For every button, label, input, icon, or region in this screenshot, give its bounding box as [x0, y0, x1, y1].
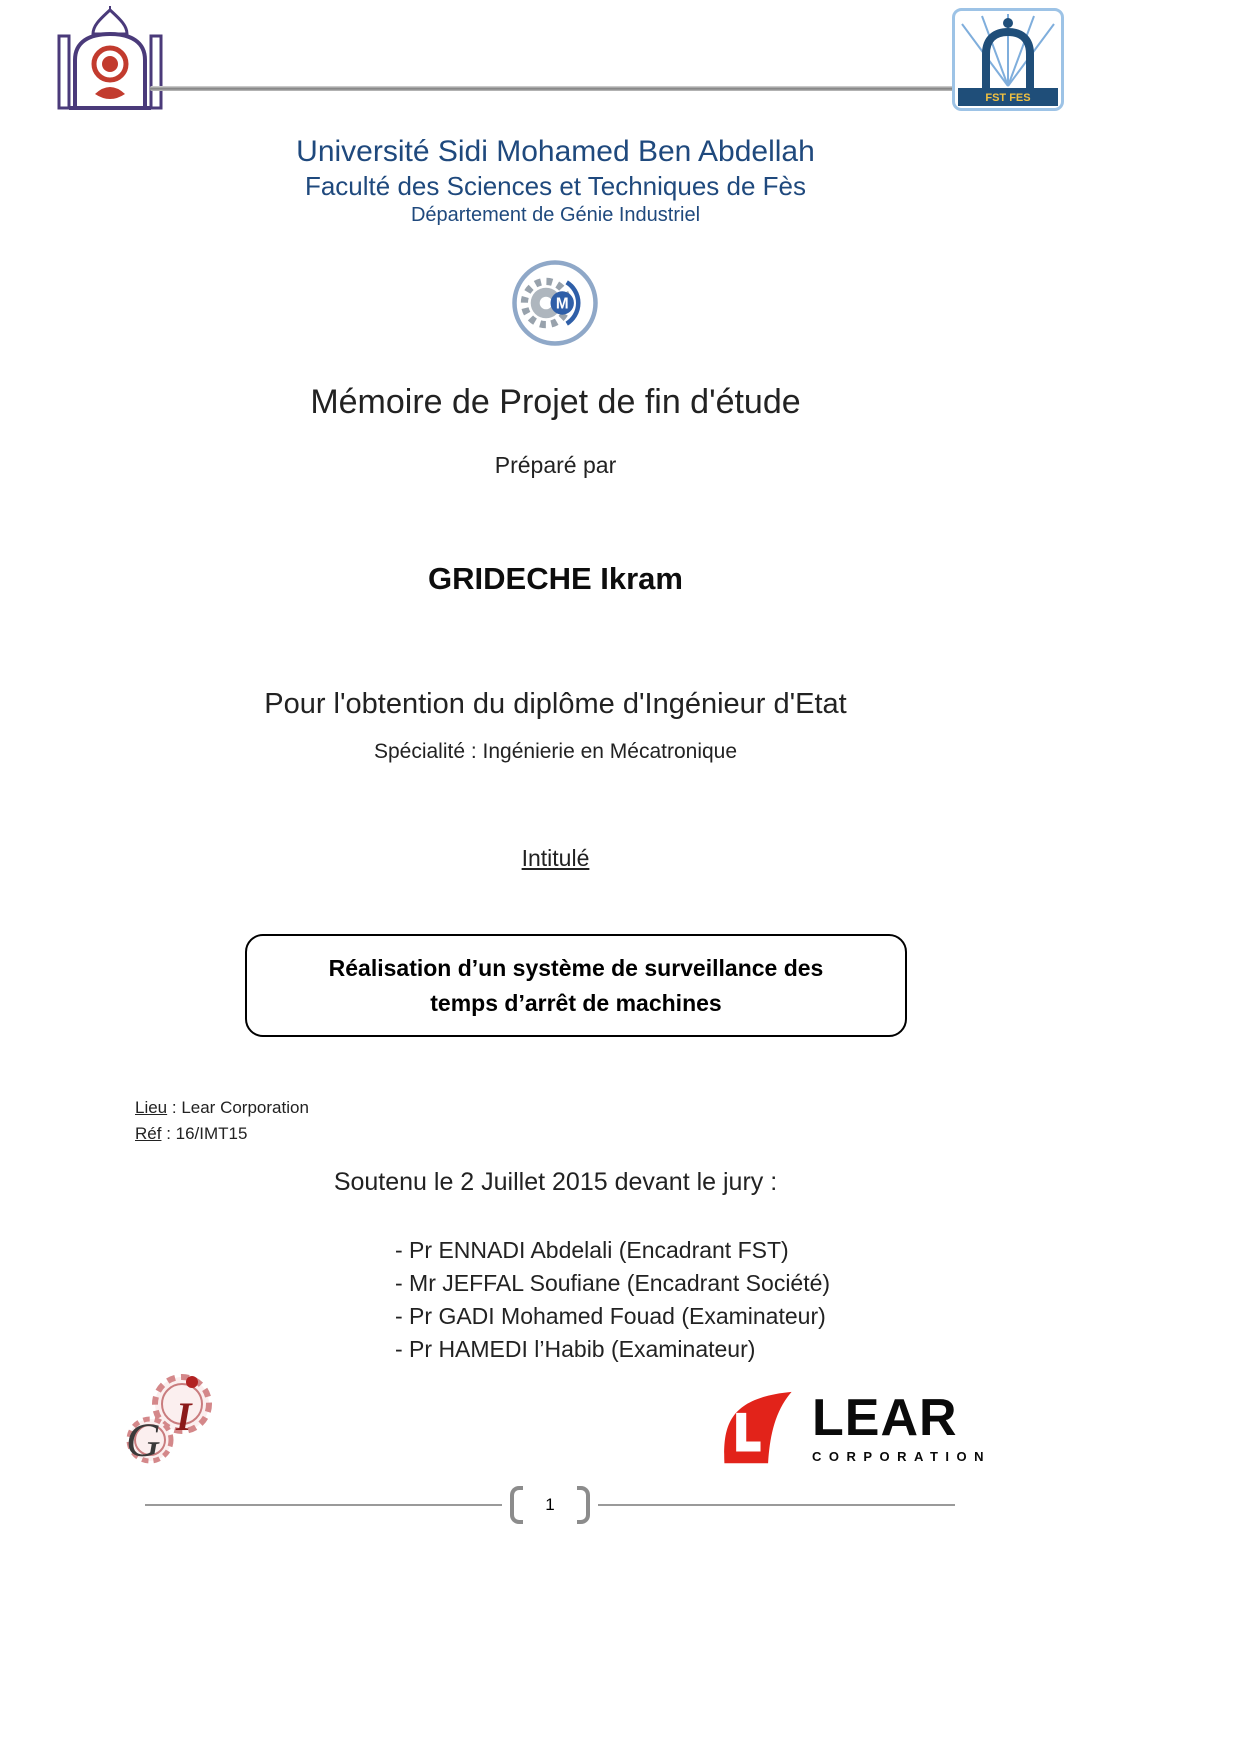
fst-fes-arch-icon [952, 8, 1064, 111]
page-footer [145, 1483, 955, 1527]
jury-member: - Mr JEFFAL Soufiane (Encadrant Société) [395, 1270, 831, 1296]
ref-line [135, 1124, 247, 1144]
footer-line-right [598, 1504, 955, 1506]
memoire-title: Mémoire de Projet de fin d'étude [310, 383, 801, 421]
lieu-line [135, 1098, 309, 1118]
project-title-line1: Réalisation d’un système de surveillance des [328, 955, 824, 981]
lear-emblem-icon [716, 1386, 800, 1470]
page-number: 1 [545, 1495, 555, 1514]
university-name: Université Sidi Mohamed Ben Abdellah [296, 135, 815, 168]
jury-member: - Pr GADI Mohamed Fouad (Examinateur) [395, 1303, 826, 1329]
gi-department-logo-icon [112, 1368, 227, 1473]
department-emblem-icon [510, 258, 600, 348]
header-divider [150, 86, 1051, 91]
lear-wordmark [812, 1389, 992, 1464]
project-title-line2: temps d’arrêt de machines [430, 989, 722, 1016]
project-title-box [245, 934, 907, 1037]
lear-name: LEAR [812, 1389, 958, 1447]
lear-corporation-logo [716, 1386, 991, 1470]
gi-gears-icon [112, 1368, 227, 1473]
faculty-name: Faculté des Sciences et Techniques de Fès [304, 171, 807, 201]
jury-list [395, 1234, 830, 1366]
fst-fes-logo-icon [952, 8, 1064, 111]
ref-label: Réf [135, 1124, 162, 1143]
prepared-by-label: Préparé par [494, 452, 617, 478]
institution-header [0, 134, 1111, 228]
gi-letter-i: I [176, 1394, 192, 1439]
footer-line-left [145, 1504, 502, 1506]
department-name: Département de Génie Industriel [410, 204, 701, 226]
lear-subtitle: CORPORATION [812, 1449, 992, 1464]
lieu-value: : Lear Corporation [171, 1098, 309, 1117]
emblem-letter: M [555, 295, 569, 313]
degree-line: Pour l'obtention du diplôme d'Ingénieur d'Etat [264, 688, 847, 720]
page-number-bracket-left-icon [510, 1486, 523, 1524]
specialty-line: Spécialité : Ingénierie en Mécatronique [373, 740, 738, 763]
page-number-bracket-right-icon [577, 1486, 590, 1524]
intitule-heading [0, 845, 1111, 872]
gear-m-icon [510, 258, 600, 348]
university-logo-icon [55, 6, 165, 118]
jury-member: - Pr HAMEDI l’Habib (Examinateur) [395, 1336, 756, 1362]
university-gate-icon [55, 6, 165, 118]
defense-intro: Soutenu le 2 Juillet 2015 devant le jury : [333, 1168, 778, 1196]
lieu-label: Lieu [135, 1098, 168, 1117]
fst-fes-caption: FST FES [985, 92, 1031, 104]
gi-letter-g: G [126, 1414, 161, 1467]
ref-value: : 16/IMT15 [166, 1124, 248, 1143]
author-name: GRIDECHE Ikram [428, 561, 683, 596]
jury-member: - Pr ENNADI Abdelali (Encadrant FST) [395, 1237, 789, 1263]
intitule-label: Intitulé [521, 845, 590, 871]
